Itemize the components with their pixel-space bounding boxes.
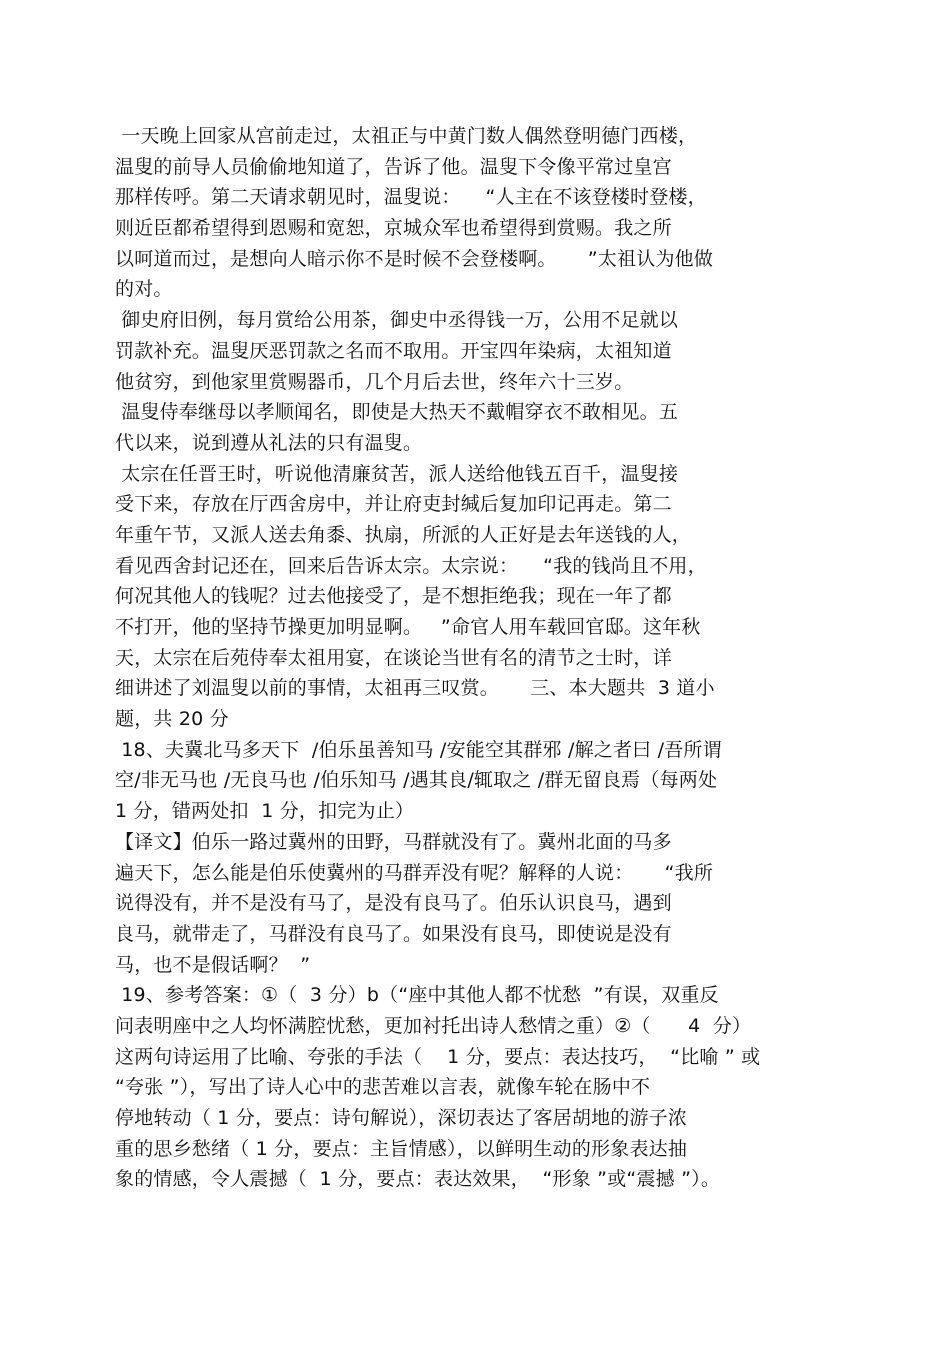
text-line: 的对。 [115,278,173,301]
text-line: 年重午节，又派人送去角黍、执扇，所派的人正好是去年送钱的人， [115,523,692,546]
text-line: 马，也不是假话啊？ ” [115,953,311,976]
text-line: 一天晚上回家从宫前走过，太祖正与中黄门数人偶然登明德门西楼， [115,125,698,147]
text-line: 何况其他人的钱呢？过去他接受了，是不想拒绝我；现在一年了都 [115,585,672,608]
text-line: 良马，就带走了，马群没有良马了。如果没有良马，即使说是没有 [115,922,672,945]
text-line: 停地转动（ 1 分，要点：诗句解说），深切表达了客居胡地的游子浓 [115,1107,688,1129]
text-line: 题，共 20 分 [115,708,229,731]
text-line: 罚款补充。温叟厌恶罚款之名而不取用。开宝四年染病，太祖知道 [115,339,672,362]
text-line: 这两句诗运用了比喻、夸张的手法（ 1 分，要点：表达技巧， “比喻 ” 或 [115,1045,761,1068]
text-line: 那样传呼。第二天请求朝见时，温叟说： “人主在不该登楼时登楼， [115,186,707,209]
text-line: 1 分，错两处扣 1 分，扣完为止） [115,800,415,823]
text-line: 温叟的前导人员偷偷地知道了，告诉了他。温叟下令像平常过皇宫 [115,155,672,178]
text-line: 说得没有，并不是没有马了，是没有良马了。伯乐认识良马，遇到 [115,892,672,915]
text-line: 19、参考答案：①（ 3 分）b（“座中其他人都不忧愁 ”有误，双重反 [115,984,719,1007]
text-line: 受下来，存放在厅西舍房中，并让府吏封缄后复加印记再走。第二 [115,493,672,516]
text-line: 象的情感，令人震撼（ 1 分，要点：表达效果， “形象 ”或“震撼 ”）。 [115,1168,721,1191]
text-line: 御史府旧例，每月赏给公用茶，御史中丞得钱一万，公用不足就以 [115,309,679,332]
text-line: 空/非无马也 /无良马也 /伯乐知马 /遇其良/辄取之 /群无留良焉（每两处 [115,769,718,792]
text-line: 他贫穷，到他家里赏赐器币，几个月后去世，终年六十三岁。 [115,370,634,393]
document-body [115,121,860,1195]
text-line: 则近臣都希望得到恩赐和宽恕，京城众军也希望得到赏赐。我之所 [115,217,672,240]
text-line: 天，太宗在后苑侍奉太祖用宴，在谈论当世有名的清节之士时，详 [115,646,672,669]
text-line: 看见西舍封记还在，回来后告诉太宗。太宗说： “我的钱尚且不用， [115,554,707,577]
text-line: 温叟侍奉继母以孝顺闻名，即使是大热天不戴帽穿衣不敢相见。五 [115,401,679,424]
text-line: 代以来，说到遵从礼法的只有温叟。 [115,431,423,454]
text-line: 重的思乡愁绪（ 1 分，要点：主旨情感），以鲜明生动的形象表达抽 [115,1137,688,1160]
text-line: 以呵道而过，是想向人暗示你不是时候不会登楼啊。 ”太祖认为他做 [115,247,714,270]
text-line: “夸张 ”），写出了诗人心中的悲苦难以言表，就像车轮在肠中不 [115,1076,651,1099]
text-line: 遍天下，怎么能是伯乐使冀州的马群弄没有呢？解释的人说： “我所 [115,861,714,884]
text-line: 问表明座中之人均怀满腔忧愁，更加衬托出诗人愁情之重）②（ 4 分） [115,1014,752,1037]
text-line: 不打开，他的坚持节操更加明显啊。 ”命官人用车载回官邸。这年秋 [115,616,701,638]
text-line: 细讲述了刘温叟以前的事情，太祖再三叹赏。 三、本大题共 3 道小 [115,677,715,700]
text-line: 太宗在任晋王时，听说他清廉贫苦，派人送给他钱五百千，温叟接 [115,462,679,485]
text-line: 18、夫冀北马多天下 /伯乐虽善知马 /安能空其群邪 /解之者曰 /吾所谓 [115,738,722,761]
text-line: 【译文】伯乐一路过冀州的田野，马群就没有了。冀州北面的马多 [115,830,672,853]
